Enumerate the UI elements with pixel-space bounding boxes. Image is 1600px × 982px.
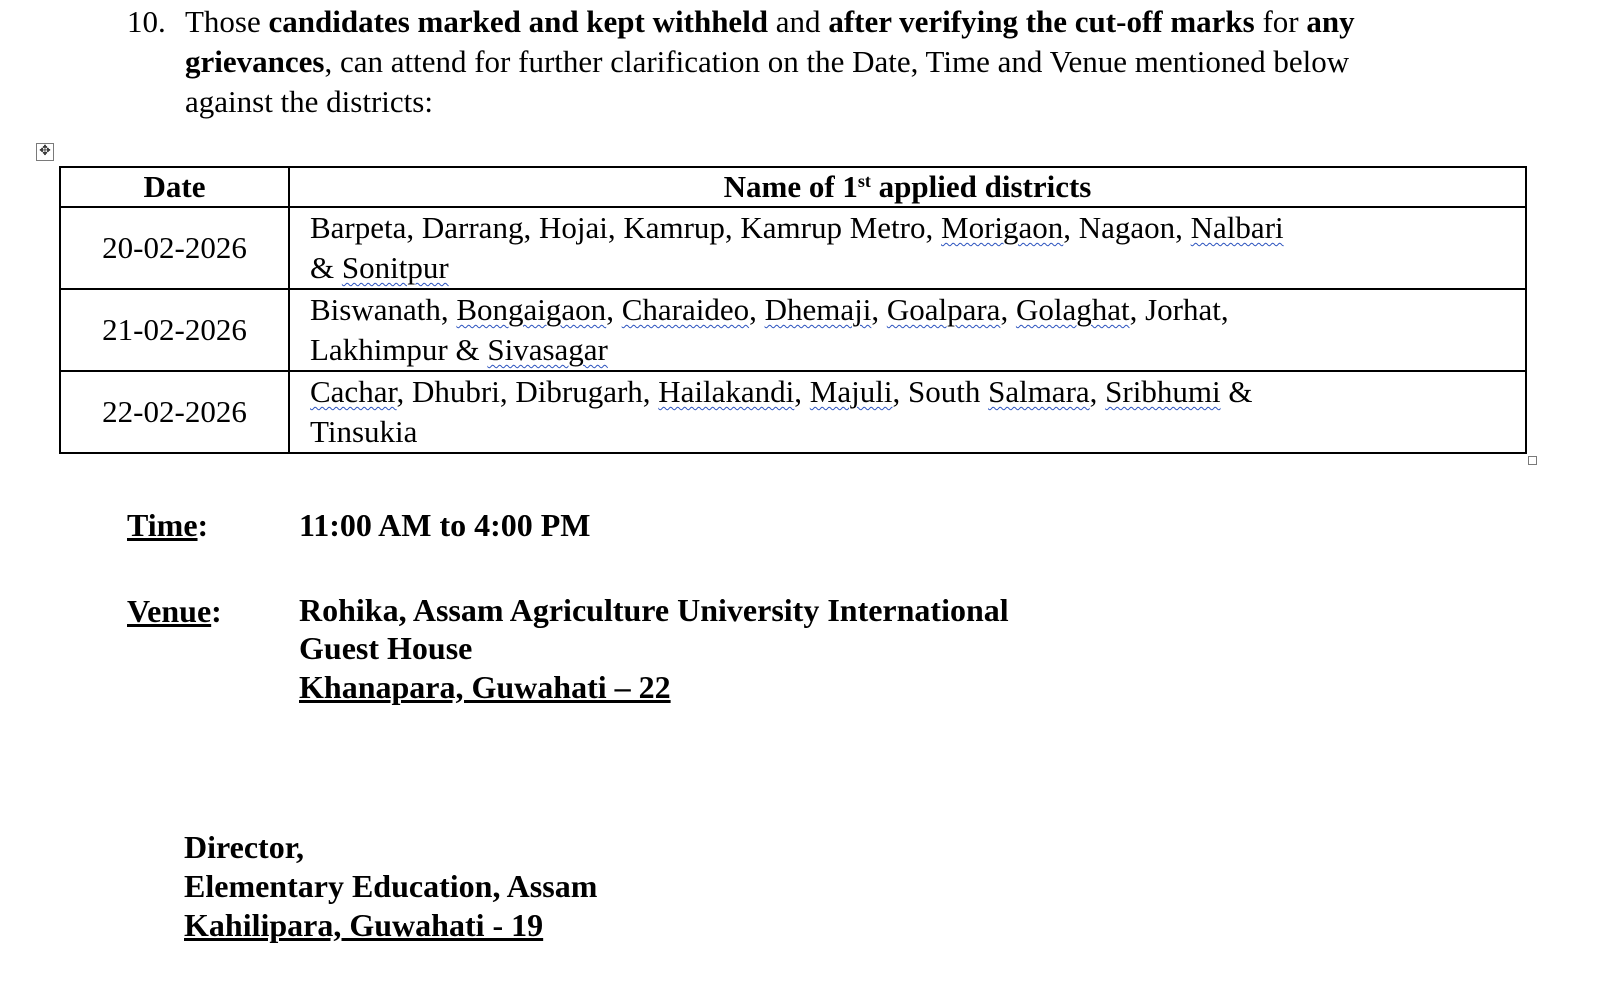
text-run: , Jorhat, [1129, 292, 1229, 327]
header-date: Date [60, 167, 289, 207]
text-run: , [749, 292, 765, 327]
bold-text-run: after verifying the cut-off marks [828, 4, 1255, 39]
time-label-group [127, 506, 208, 544]
table-row [60, 207, 1526, 289]
spellcheck-word: Cachar [310, 374, 397, 409]
paragraph-line-2 [185, 42, 1349, 82]
header-district-names [289, 167, 1526, 207]
districts-line [310, 208, 1515, 248]
text-run: , can attend for further clarification on the Date, Time and Venue mentioned below [324, 44, 1350, 79]
venue-line-1: Rohika, Assam Agriculture University International [299, 592, 1009, 628]
text-run: , Nagaon, [1063, 210, 1191, 245]
districts-line [310, 248, 1515, 288]
paragraph-line-1 [185, 2, 1355, 42]
text-run: , [1000, 292, 1016, 327]
row-date: 21-02-2026 [60, 289, 289, 371]
spellcheck-word: Hailakandi [658, 374, 795, 409]
bold-text-run: grievances [185, 44, 325, 79]
spellcheck-word: Sivasagar [487, 332, 608, 367]
time-label: Time [127, 507, 198, 543]
table-row [60, 371, 1526, 453]
time-value: 11:00 AM to 4:00 PM [299, 507, 591, 543]
venue-colon: : [211, 593, 222, 629]
spellcheck-word: Morigaon [941, 210, 1064, 245]
districts-line [310, 290, 1515, 330]
header-superscript: st [857, 171, 871, 191]
venue-line-3: Khanapara, Guwahati – 22 [299, 669, 671, 705]
paragraph-line-3: against the districts: [185, 84, 433, 119]
bold-text-run: candidates marked and kept withheld [268, 4, 769, 39]
paragraph-number: 10. [127, 4, 166, 39]
text-run: , [794, 374, 810, 409]
bold-text-run: any [1306, 4, 1355, 39]
text-run: , [871, 292, 887, 327]
spellcheck-word: Salmara [988, 374, 1090, 409]
venue-label: Venue [127, 593, 212, 629]
table-move-handle-icon[interactable]: ✥ [36, 143, 54, 161]
text-run: , South [892, 374, 989, 409]
text-run: , Dhubri, Dibrugarh, [396, 374, 659, 409]
text-run: Tinsukia [310, 414, 418, 449]
text-run: & [310, 250, 342, 285]
text-run: , [1089, 374, 1106, 409]
districts-line [310, 412, 1515, 452]
districts-line [310, 372, 1515, 412]
district-schedule-table [59, 166, 1527, 454]
spellcheck-word: Sribhumi [1105, 374, 1221, 409]
text-run: for [1254, 4, 1307, 39]
spellcheck-word: Goalpara [886, 292, 1001, 327]
venue-line-2: Guest House [299, 630, 473, 666]
spellcheck-word: Sonitpur [341, 250, 449, 285]
text-run: and [768, 4, 829, 39]
row-districts [289, 207, 1526, 289]
text-run: Lakhimpur & [310, 332, 488, 367]
text-run: Barpeta, Darrang, Hojai, Kamrup, Kamrup Metro, [310, 210, 941, 245]
spellcheck-word: Bongaigaon [456, 292, 607, 327]
table-resize-handle[interactable] [1528, 456, 1537, 465]
row-districts [289, 289, 1526, 371]
spellcheck-word: Nalbari [1190, 210, 1284, 245]
header-text: applied districts [870, 169, 1092, 204]
spellcheck-word: Charaideo [621, 292, 750, 327]
row-date: 22-02-2026 [60, 371, 289, 453]
signature-address: Kahilipara, Guwahati - 19 [184, 907, 544, 943]
spellcheck-word: Majuli [809, 374, 893, 409]
text-run: Biswanath, [310, 292, 457, 327]
table-row [60, 289, 1526, 371]
header-text: Name of 1 [723, 169, 858, 204]
time-colon: : [197, 507, 209, 543]
spellcheck-word: Dhemaji [764, 292, 872, 327]
venue-label-group [127, 592, 222, 630]
row-districts [289, 371, 1526, 453]
districts-line [310, 330, 1515, 370]
signature-department: Elementary Education, Assam [184, 868, 598, 904]
text-run: , [606, 292, 622, 327]
row-date: 20-02-2026 [60, 207, 289, 289]
text-run: & [1220, 374, 1253, 409]
table-header-row [60, 167, 1526, 207]
text-run: Those [185, 4, 269, 39]
spellcheck-word: Golaghat [1015, 292, 1130, 327]
signature-title: Director, [184, 829, 304, 865]
